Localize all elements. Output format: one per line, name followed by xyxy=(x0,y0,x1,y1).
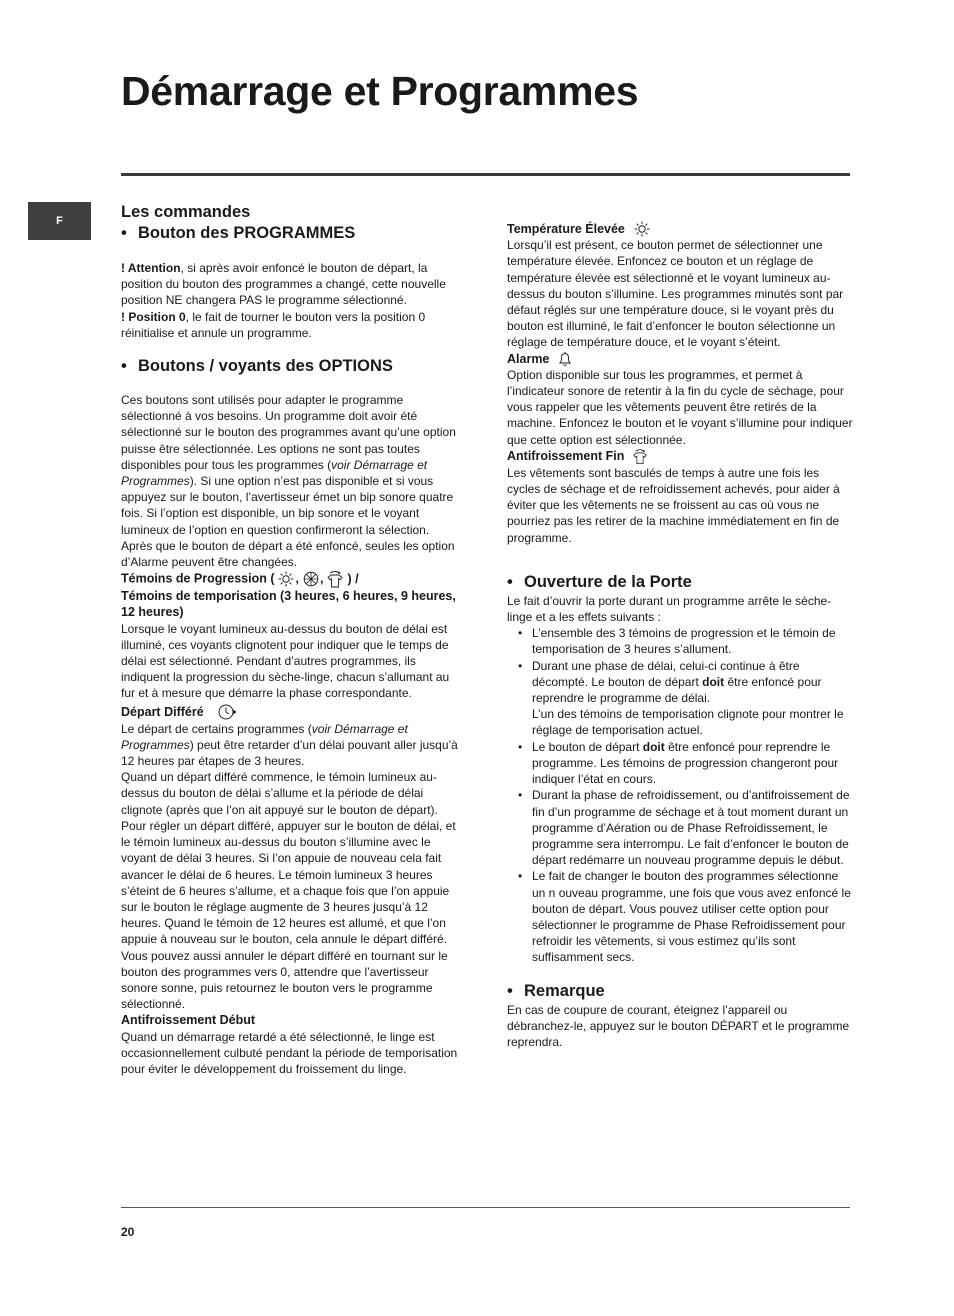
delay-paragraph xyxy=(121,721,466,770)
door-heading-text: Ouverture de la Porte xyxy=(524,572,692,591)
list-item-bold: doit xyxy=(642,739,665,754)
commands-heading: Les commandes xyxy=(121,203,251,221)
options-paragraph-2: Après que le bouton de départ a été enfoncé, seules les option d’Alarme peuvent être changées. xyxy=(121,538,455,570)
progress-heading-b: ) / xyxy=(347,571,359,586)
left-column xyxy=(121,202,466,1077)
position0-label: ! Position 0 xyxy=(121,309,186,324)
shirt-icon xyxy=(326,570,344,588)
door-effects-list xyxy=(507,625,853,965)
page-number: 20 xyxy=(121,1225,135,1239)
list-item-text: Le bouton de départ xyxy=(532,739,643,754)
position0-text: , le fait de tourner le bouton vers la position 0 réinitialise et annule un programme. xyxy=(121,309,426,340)
anticrease-end-heading-text: Antifroissement Fin xyxy=(507,449,625,464)
list-item xyxy=(507,739,853,788)
list-item: • Le fait de changer le bouton des programmes sélectionne un n ouveau programme, une fois que vous avez enfoncé le bouton de départ. Vous pouvez utiliser cette option pour sélectionner le programme de Phase Refroidissement pour refroidir les vêtements, si vous estimez qu’ils sont suffisamment secs. xyxy=(507,868,853,965)
list-item xyxy=(507,658,853,739)
progress-heading-a: Témoins de Progression ( xyxy=(121,571,275,586)
options-reference: voir Démarrage et Programmes xyxy=(121,457,428,489)
comma: , xyxy=(320,571,324,586)
shirt-icon xyxy=(632,448,648,465)
alarm-paragraph: Option disponible sur tous les programmes, et permet à l’indicateur sonore de retentir à la fin du cycle de séchage, pour vous rappeler que les vêtements peuvent être retirés de la machine. Enfoncez le bouton et le voyant s’illumine pour indiquer que cette option est sélectionnée. xyxy=(507,367,853,447)
sun-icon xyxy=(276,571,296,587)
door-heading xyxy=(507,572,853,593)
remark-paragraph: En cas de coupure de courant, éteignez l’appareil ou débranchez-le, appuyez sur le bouton DÉPART et le programme reprendra. xyxy=(507,1002,850,1049)
list-item-text: être enfoncé pour reprendre le programme de délai. xyxy=(532,674,822,706)
bullet: • xyxy=(507,981,513,1000)
options-heading-text: Boutons / voyants des OPTIONS xyxy=(138,357,393,376)
delay-heading-text: Départ Différé xyxy=(121,704,204,719)
list-item-text: L’un des témoins de temporisation clignote pour montrer le réglage de temporisation actuel. xyxy=(532,707,844,738)
high-temp-heading-text: Température Élevée xyxy=(507,222,625,236)
delay-paragraph-2: Quand un départ différé commence, le témoin lumineux au-dessus du bouton de délai s’allume et la période de délai clignote (après que l’on ait appuyé sur le bouton de départ). Pour régler un départ différé, appuyer sur le bouton de délai, et le témoin lumineux au-dessus du bouton s’illumine avec le voyant de délai 3 heures. Si l’on appuie de nouveau cela fait avancer le délai de 6 heures. Le témoin lumineux 3 heures s’éteint de 6 heures s’allume, et a chaque fois que l’on appuie sur le bouton le réglage augmente de 3 heures jusqu’à 12 heures. Quand le témoin de 12 heures est allumé, et que l’on appuie à nouveau sur le bouton, cela annule le départ différé. xyxy=(121,770,456,947)
programs-heading xyxy=(121,223,466,244)
bottom-divider xyxy=(121,1207,850,1208)
attention-paragraph xyxy=(121,260,466,309)
options-heading xyxy=(121,356,466,377)
clock-icon xyxy=(216,703,238,721)
bullet: • xyxy=(121,224,127,242)
anticrease-end-heading xyxy=(507,448,853,465)
attention-text: , si après avoir enfoncé le bouton de départ, la position du bouton des programmes a changé, cette nouvelle position NE changera PAS le programme sélectionné. xyxy=(121,261,446,308)
page-title: Démarrage et Programmes xyxy=(121,68,639,114)
comma: , xyxy=(295,571,299,586)
programs-heading-text: Bouton des PROGRAMMES xyxy=(138,224,356,242)
progress-heading xyxy=(121,570,466,588)
delay-text-1: Le départ de certains programmes ( xyxy=(121,721,312,736)
anticrease-start-heading: Antifroissement Début xyxy=(121,1013,256,1028)
progress-paragraph: Lorsque le voyant lumineux au-dessus du bouton de délai est illuminé, ces voyants clignotent pour indiquer que le temps de délai est sélectionné. Pendant d’autres programmes, ils indiquent la progression du sèche-linge, chacun s’allumant au fur et à mesure que démarre la phase correspondante. xyxy=(121,621,450,701)
language-tab: F xyxy=(28,202,91,240)
attention-label: ! Attention xyxy=(121,261,181,275)
delay-heading xyxy=(121,703,466,721)
list-item: • L’ensemble des 3 témoins de progression et le témoin de temporisation de 3 heures s’allument. xyxy=(507,625,853,657)
top-divider xyxy=(121,173,850,176)
delay-paragraph-3: Vous pouvez aussi annuler le départ différé en tournant sur le bouton des programmes vers 0, attendre que l’avertisseur sonore sonne, puis retournez le bouton vers le programme sélectionné. xyxy=(121,948,448,1012)
bullet: • xyxy=(121,357,127,376)
delay-text-2: ) peut être retarder d’un délai pouvant aller jusqu’à 12 heures par étapes de 3 heures. xyxy=(121,737,458,769)
list-item-bold: doit xyxy=(702,674,725,689)
high-temp-paragraph: Lorsqu’il est présent, ce bouton permet de sélectionner une température élevée. Enfoncez ce bouton et un réglage de température élevée est sélectionné et le voyant lumineux au-dessus du bouton s’illumine. Les programmes minutés sont par défaut réglés sur une température douce, si le voyant près du bouton est illuminé, le fait d’enfoncer le bouton sélectionne un réglage de température douce, et le voyant s’éteint. xyxy=(507,238,844,350)
list-item-text: Durant une phase de délai, celui-ci continue à être décompté. Le bouton de départ xyxy=(532,658,800,689)
options-text-2: ). Si une option n’est pas disponible et si vous appuyez sur le bouton, l’avertisseur émet un bip sonore quatre fois. Si l’option est disponible, un bip sonore et le voyant lumineux de l’option en question confirmeront la sélection. xyxy=(121,474,454,537)
options-text-1: Ces boutons sont utilisés pour adapter le programme sélectionné à vos besoins. Un programme doit avoir été sélectionné sur le bouton des programmes avant qu’une option puisse être sélectionnée. Les options ne sont pas toutes disponibles pour tous les programmes ( xyxy=(121,393,456,472)
list-item-text: être enfoncé pour reprendre le programme. Les témoins de progression changeront pour indiquer l’état en cours. xyxy=(532,739,839,787)
delay-reference: voir Démarrage et Programmes xyxy=(121,721,408,752)
sun-icon xyxy=(633,221,651,237)
remark-heading-text: Remarque xyxy=(524,981,605,1000)
high-temp-heading xyxy=(507,221,853,237)
bell-icon xyxy=(557,351,573,367)
anticrease-start-paragraph: Quand un démarrage retardé a été sélectionné, le linge est occasionnellement culbuté pendant la période de temporisation pour éviter le développement du froissement du linge. xyxy=(121,1029,458,1076)
anticrease-end-paragraph: Les vêtements sont basculés de temps à autre une fois les cycles de séchage et de refroidissement achevés, pour aider à éviter que les vêtements ne se froissent au cas où vous ne pourriez pas les retirer de la machine immédiatement en fin de programme. xyxy=(507,465,840,545)
fan-icon xyxy=(302,571,320,587)
alarm-heading-text: Alarme xyxy=(507,351,550,366)
door-intro: Le fait d’ouvrir la porte durant un programme arrête le sèche-linge et a les effets suivants : xyxy=(507,593,832,625)
timer-heading: Témoins de temporisation (3 heures, 6 heures, 9 heures, 12 heures) xyxy=(121,589,456,620)
bullet: • xyxy=(507,572,513,591)
alarm-heading xyxy=(507,351,853,367)
list-item: • Durant la phase de refroidissement, ou d’antifroissement de fin d’un programme de séchage et à tout moment durant un programme d’Aération ou de Phase Refroidissement, le programme sera interrompu. Le fait d’enfoncer le bouton de départ redémarre un nouveau programme depuis le début. xyxy=(507,787,853,868)
right-column xyxy=(507,221,853,1050)
remark-heading xyxy=(507,981,853,1002)
options-paragraph xyxy=(121,392,466,538)
position0-paragraph xyxy=(121,309,466,341)
